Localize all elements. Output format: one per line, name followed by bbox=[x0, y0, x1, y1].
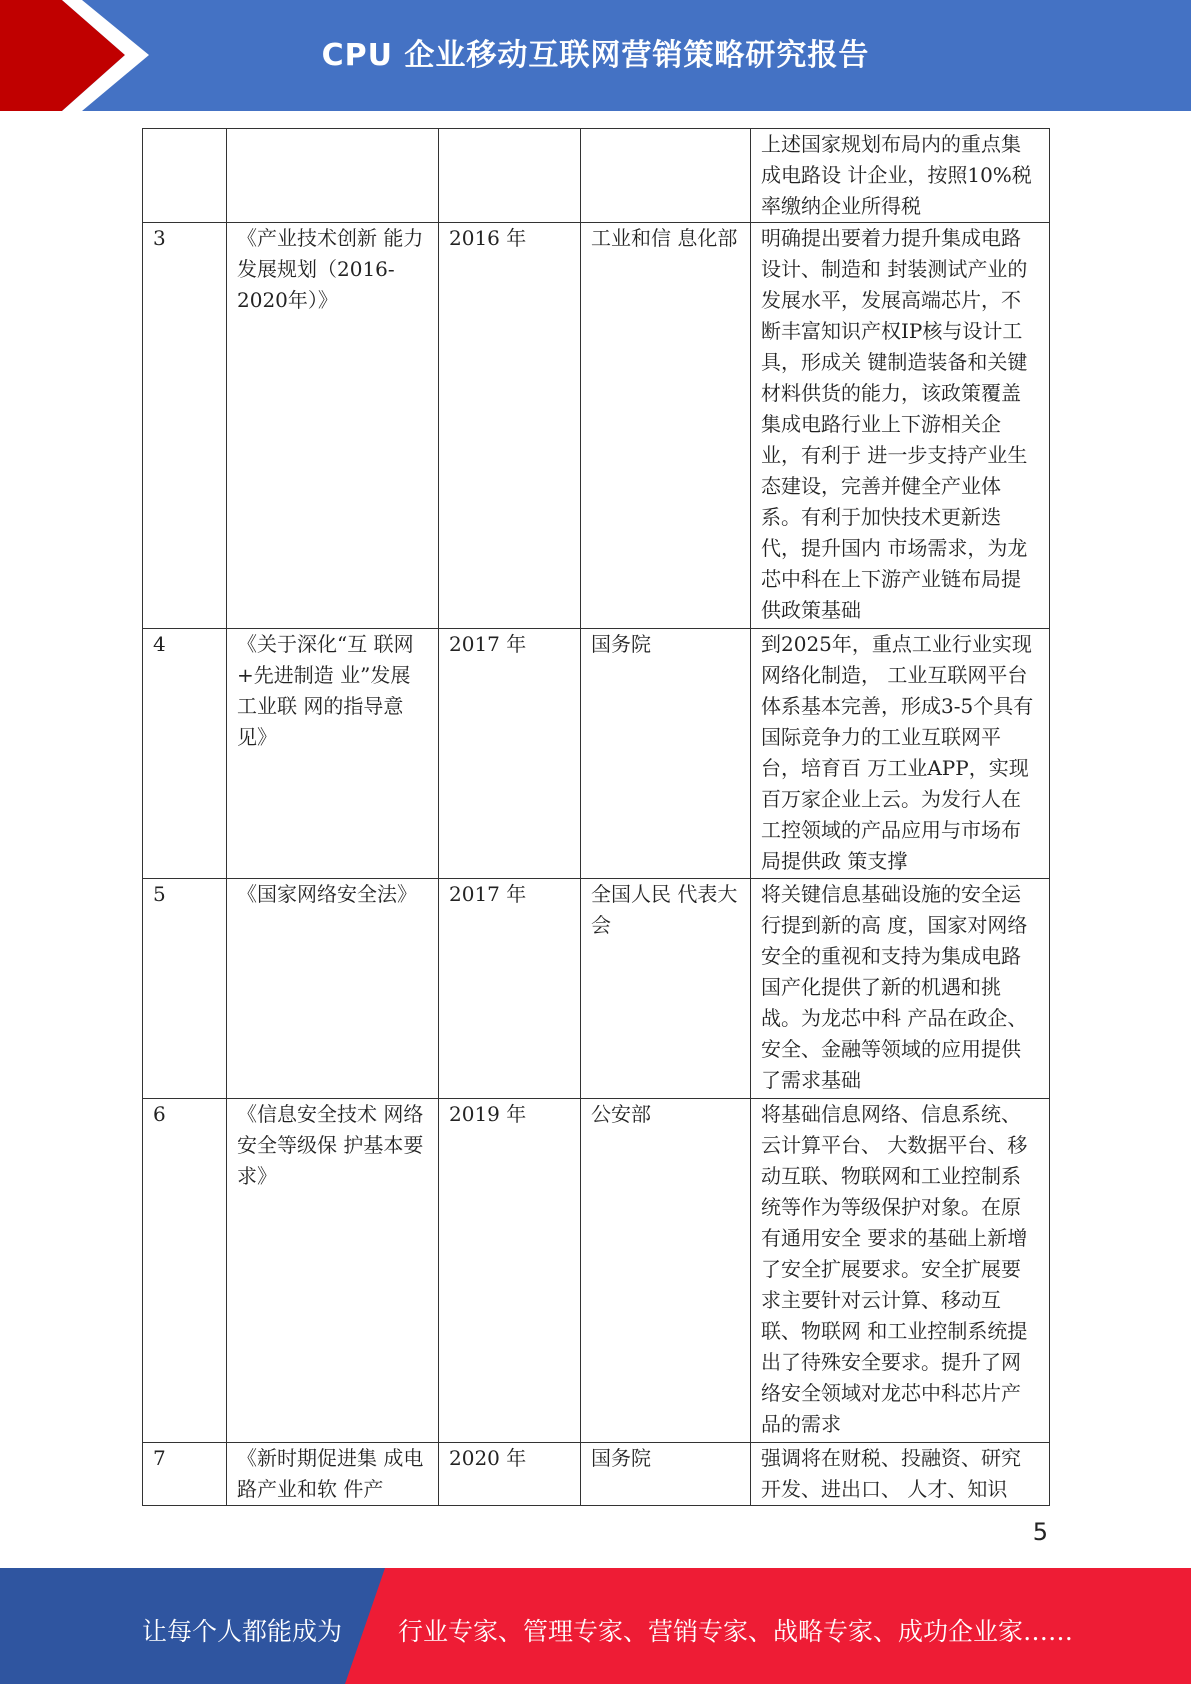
footer-slogan-right: 行业专家、管理专家、营销专家、战略专家、成功企业家…… bbox=[398, 1617, 1074, 1646]
cell-issuer: 工业和信 息化部 bbox=[581, 223, 751, 629]
cell-no: 3 bbox=[143, 223, 227, 629]
cell-no: 4 bbox=[143, 629, 227, 879]
report-title: CPU 企业移动互联网营销策略研究报告 bbox=[321, 38, 870, 73]
cell-content: 到2025年，重点工业行业实现网络化制造， 工业互联网平台体系基本完善，形成3-5个具有国际竞争力的工业互联网平台，培育百 万工业APP，实现百万家企业上云。为发行人在工控领域的产品应用与市场布局提供政 策支撑 bbox=[751, 629, 1050, 879]
cell-no bbox=[143, 129, 227, 223]
table-row bbox=[143, 629, 1050, 879]
cell-policy: 《国家网络安全法》 bbox=[227, 879, 439, 1099]
cell-policy: 《新时期促进集 成电路产业和软 件产 bbox=[227, 1443, 439, 1506]
cell-issuer: 公安部 bbox=[581, 1099, 751, 1443]
cell-year: 2020 年 bbox=[439, 1443, 581, 1506]
cell-content: 明确提出要着力提升集成电路设计、制造和 封装测试产业的发展水平，发展高端芯片，不断丰富知识产权IP核与设计工具，形成关 键制造装备和关键材料供货的能力，该政策覆盖集成电路行业上下游相关企业，有利于 进一步支持产业生态建设，完善并健全产业体系。有利于加快技术更新迭代，提升国内 市场需求，为龙芯中科在上下游产业链布局提 供政策基础 bbox=[751, 223, 1050, 629]
cell-year: 2016 年 bbox=[439, 223, 581, 629]
table-row bbox=[143, 223, 1050, 629]
cell-issuer: 全国人民 代表大会 bbox=[581, 879, 751, 1099]
cell-issuer bbox=[581, 129, 751, 223]
table-row bbox=[143, 879, 1050, 1099]
cell-issuer: 国务院 bbox=[581, 629, 751, 879]
table-row bbox=[143, 129, 1050, 223]
cell-policy: 《产业技术创新 能力发展规划（2016-2020年）》 bbox=[227, 223, 439, 629]
cell-no: 5 bbox=[143, 879, 227, 1099]
table-row bbox=[143, 1099, 1050, 1443]
cell-policy bbox=[227, 129, 439, 223]
cell-no: 6 bbox=[143, 1099, 227, 1443]
cell-content: 将关键信息基础设施的安全运行提到新的高 度，国家对网络安全的重视和支持为集成电路国产化提供了新的机遇和挑战。为龙芯中科 产品在政企、安全、金融等领域的应用提供 了需求基础 bbox=[751, 879, 1050, 1099]
page-footer bbox=[0, 1568, 1191, 1684]
table-row bbox=[143, 1443, 1050, 1506]
cell-issuer: 国务院 bbox=[581, 1443, 751, 1506]
cell-year bbox=[439, 129, 581, 223]
cell-year: 2017 年 bbox=[439, 879, 581, 1099]
cell-no: 7 bbox=[143, 1443, 227, 1506]
cell-content: 将基础信息网络、信息系统、云计算平台、 大数据平台、移动互联、物联网和工业控制系统等作为等级保护对象。在原有通用安全 要求的基础上新增了安全扩展要求。安全扩展要求主要针对云计算、移动互联、物联网 和工业控制系统提出了待殊安全要求。提升了网络安全领域对龙芯中科芯片产品的需求 bbox=[751, 1099, 1050, 1443]
cell-year: 2017 年 bbox=[439, 629, 581, 879]
cell-content: 强调将在财税、投融资、研究开发、进出口、 人才、知识 bbox=[751, 1443, 1050, 1506]
cell-policy: 《信息安全技术 网络安全等级保 护基本要求》 bbox=[227, 1099, 439, 1443]
cell-year: 2019 年 bbox=[439, 1099, 581, 1443]
cell-content: 上述国家规划布局内的重点集成电路设 计企业，按照10%税率缴纳企业所得税 bbox=[751, 129, 1050, 223]
page-header bbox=[0, 0, 1191, 111]
footer-slogan-left: 让每个人都能成为 bbox=[142, 1617, 343, 1646]
page-number: 5 bbox=[1032, 1518, 1048, 1546]
policy-table bbox=[142, 128, 1050, 1506]
cell-policy: 《关于深化“互 联网+先进制造 业”发展工业联 网的指导意见》 bbox=[227, 629, 439, 879]
